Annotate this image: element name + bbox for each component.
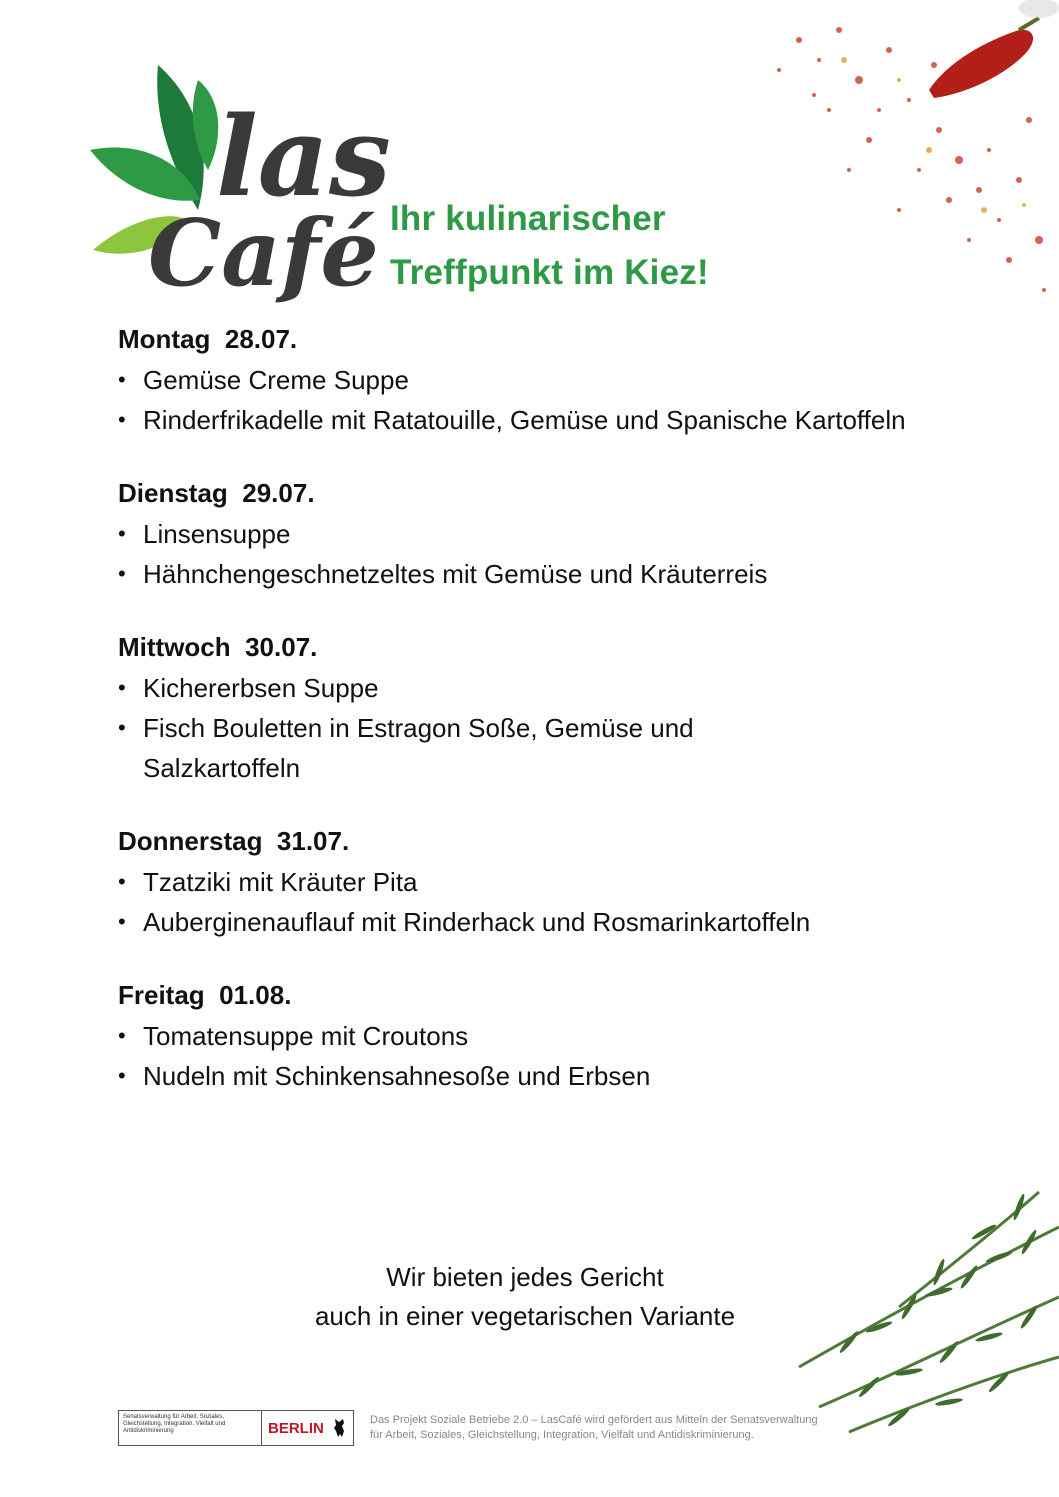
- bullet-icon: •: [118, 1063, 126, 1088]
- chili-spice-decoration: [739, 0, 1059, 320]
- note-line-1: Wir bieten jedes Gericht: [386, 1262, 664, 1292]
- dish-item: [113, 400, 933, 440]
- dish-text: Rinderfrikadelle mit Ratatouille, Gemüse und Spanische Kartoffeln: [143, 405, 906, 435]
- bullet-icon: •: [118, 521, 126, 546]
- dish-text: Fisch Bouletten in Estragon Soße, Gemüse und Salzkartoffeln: [143, 713, 694, 783]
- dish-item: [113, 1056, 933, 1096]
- day-friday: [113, 974, 933, 1096]
- bullet-icon: •: [118, 715, 126, 740]
- rosemary-decoration: [789, 1187, 1059, 1437]
- day-heading: Donnerstag 31.07.: [118, 826, 350, 856]
- dish-item: [113, 902, 933, 942]
- dish-item: [113, 514, 933, 554]
- day-heading: Montag 28.07.: [118, 324, 298, 354]
- lascafe-logo: [88, 60, 391, 315]
- bullet-icon: •: [118, 561, 126, 586]
- logo-las-text: las: [216, 92, 391, 221]
- dish-text: Auberginenauflauf mit Rinderhack und Rosmarinkartoffeln: [143, 907, 811, 937]
- berlin-senate-logo: [118, 1410, 354, 1446]
- day-heading: Dienstag 29.07.: [118, 478, 315, 508]
- dish-item: [113, 554, 933, 594]
- day-tuesday: [113, 472, 933, 594]
- berlin-wordmark: BERLIN: [268, 1419, 324, 1437]
- logo-cafe-text: Café: [148, 199, 379, 307]
- dish-item: [113, 1016, 933, 1056]
- day-monday: [113, 318, 933, 440]
- dish-item: [113, 708, 933, 788]
- dish-text: Tzatziki mit Kräuter Pita: [143, 867, 418, 897]
- tagline: [390, 192, 709, 300]
- dish-text: Linsensuppe: [143, 519, 291, 549]
- bullet-icon: •: [118, 367, 126, 392]
- funding-line-2: für Arbeit, Soziales, Gleichstellung, Integration, Vielfalt und Antidiskriminierung.: [370, 1429, 754, 1441]
- bullet-icon: •: [118, 909, 126, 934]
- note-line-2: auch in einer vegetarischen Variante: [314, 1301, 736, 1331]
- dish-text: Tomatensuppe mit Croutons: [143, 1021, 469, 1051]
- dish-item: [113, 360, 933, 400]
- day-heading: Freitag 01.08.: [118, 980, 292, 1010]
- senate-department-text: Senatsverwaltung für Arbeit, Soziales, Gleichstellung, Integration, Vielfalt und Antidiskriminierung: [119, 1411, 262, 1445]
- funding-line-1: Das Projekt Soziale Betriebe 2.0 – LasCafé wird gefördert aus Mitteln der Senatsverwaltung: [370, 1414, 818, 1426]
- dish-text: Hähnchengeschnetzeltes mit Gemüse und Kräuterreis: [143, 559, 768, 589]
- dish-text: Gemüse Creme Suppe: [143, 365, 409, 395]
- bullet-icon: •: [118, 869, 126, 894]
- day-heading: Mittwoch 30.07.: [118, 632, 318, 662]
- dish-item: [113, 862, 933, 902]
- vegetarian-note: [200, 1258, 850, 1336]
- dish-text: Nudeln mit Schinkensahnesoße und Erbsen: [143, 1061, 651, 1091]
- day-wednesday: [113, 626, 933, 788]
- dish-item: [113, 668, 933, 708]
- bullet-icon: •: [118, 407, 126, 432]
- weekly-menu: [113, 318, 933, 1128]
- funding-notice: [370, 1413, 860, 1443]
- sponsor-strip: [118, 1410, 860, 1446]
- tagline-line-2: Treffpunkt im Kiez!: [390, 253, 709, 292]
- bullet-icon: •: [118, 675, 126, 700]
- dish-text: Kichererbsen Suppe: [143, 673, 379, 703]
- bullet-icon: •: [118, 1023, 126, 1048]
- tagline-line-1: Ihr kulinarischer: [390, 199, 666, 238]
- day-thursday: [113, 820, 933, 942]
- berlin-bear-icon: [331, 1417, 347, 1439]
